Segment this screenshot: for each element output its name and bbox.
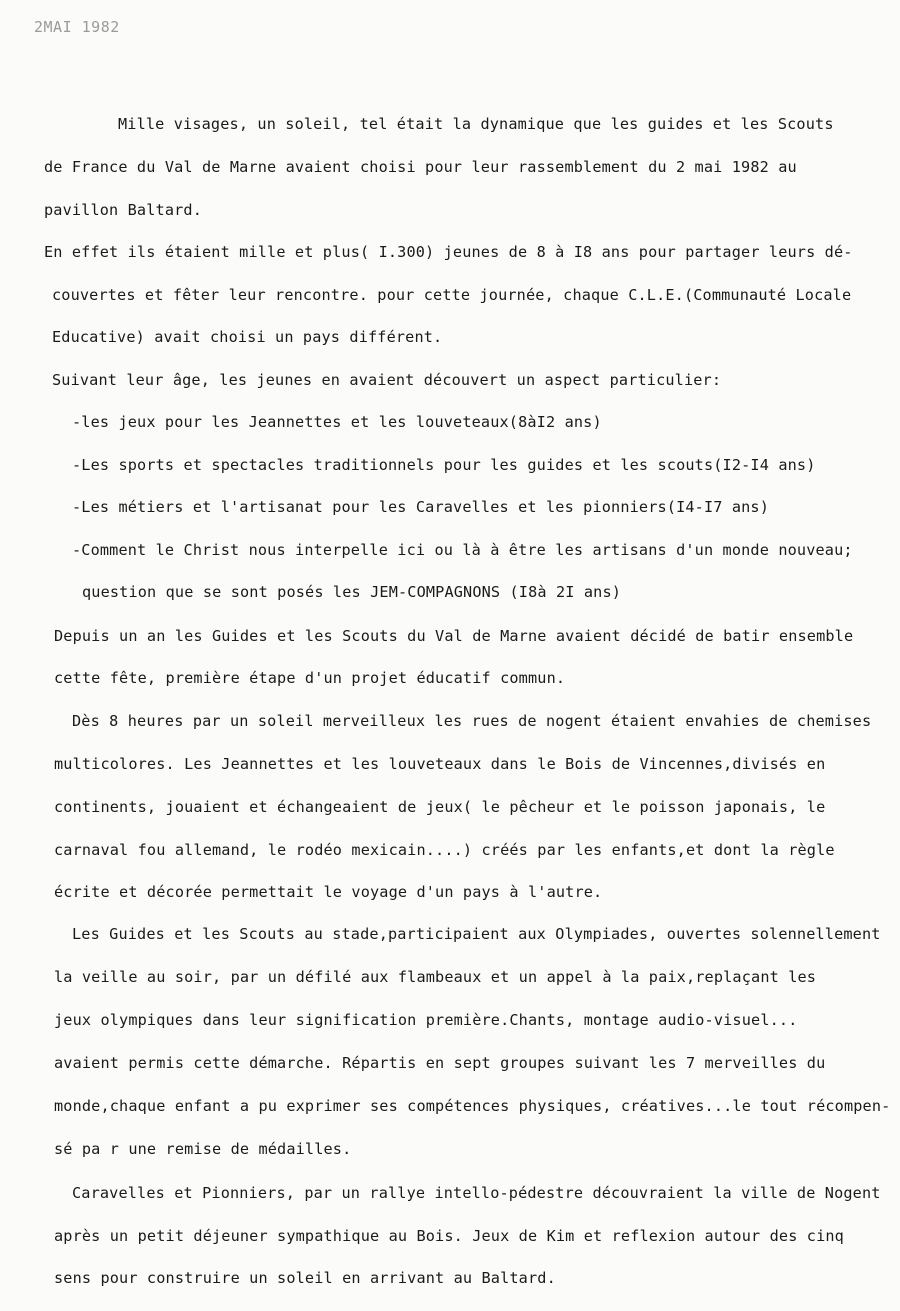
text-line: multicolores. Les Jeannettes et les louveteaux dans le Bois de Vincennes,divisés en [54,755,826,773]
text-line: Depuis un an les Guides et les Scouts du Val de Marne avaient décidé de batir ensemble [54,627,854,645]
text-line: sé pa r une remise de médailles. [54,1140,352,1158]
text-line: pavillon Baltard. [44,201,202,219]
text-line: Dès 8 heures par un soleil merveilleux les rues de nogent étaient envahies de chemises [72,712,872,730]
list-item: -Comment le Christ nous interpelle ici ou là à être les artisans d'un monde nouveau; [72,541,853,559]
text-line: de France du Val de Marne avaient choisi pour leur rassemblement du 2 mai 1982 au [44,158,797,176]
text-line: couvertes et fêter leur rencontre. pour cette journée, chaque C.L.E.(Communauté Locale [52,286,852,304]
date-stamp: 2MAI 1982 [34,18,120,36]
text-line: cette fête, première étape d'un projet éducatif commun. [54,669,566,687]
text-line: continents, jouaient et échangeaient de jeux( le pêcheur et le poisson japonais, le [54,798,826,816]
text-line: Caravelles et Pionniers, par un rallye intello-pédestre découvraient la ville de Nogent [72,1184,881,1202]
text-line: carnaval fou allemand, le rodéo mexicain....) créés par les enfants,et dont la règle [54,841,835,859]
text-line: Mille visages, un soleil, tel était la dynamique que les guides et les Scouts [118,115,834,133]
text-line: la veille au soir, par un défilé aux flambeaux et un appel à la paix,replaçant les [54,968,817,986]
list-item: -Les métiers et l'artisanat pour les Caravelles et les pionniers(I4-I7 ans) [72,498,770,516]
text-line: sens pour construire un soleil en arrivant au Baltard. [54,1269,556,1287]
text-line: Suivant leur âge, les jeunes en avaient découvert un aspect particulier: [52,371,722,389]
list-item: question que se sont posés les JEM-COMPAGNONS (I8à 2I ans) [82,583,622,601]
text-line: monde,chaque enfant a pu exprimer ses compétences physiques, créatives...le tout récompen- [54,1097,891,1115]
list-item: -Les sports et spectacles traditionnels pour les guides et les scouts(I2-I4 ans) [72,456,816,474]
text-line: Les Guides et les Scouts au stade,participaient aux Olympiades, ouvertes solennellement [72,925,881,943]
text-line: écrite et décorée permettait le voyage d'un pays à l'autre. [54,883,603,901]
text-line: Educative) avait choisi un pays différent. [52,328,443,346]
text-line: En effet ils étaient mille et plus( I.300) jeunes de 8 à I8 ans pour partager leurs dé- [44,243,853,261]
text-line: jeux olympiques dans leur signification première.Chants, montage audio-visuel... [54,1011,798,1029]
text-line: avaient permis cette démarche. Répartis en sept groupes suivant les 7 merveilles du [54,1054,826,1072]
text-line: après un petit déjeuner sympathique au Bois. Jeux de Kim et reflexion autour des cinq [54,1227,844,1245]
list-item: -les jeux pour les Jeannettes et les louveteaux(8àI2 ans) [72,413,602,431]
